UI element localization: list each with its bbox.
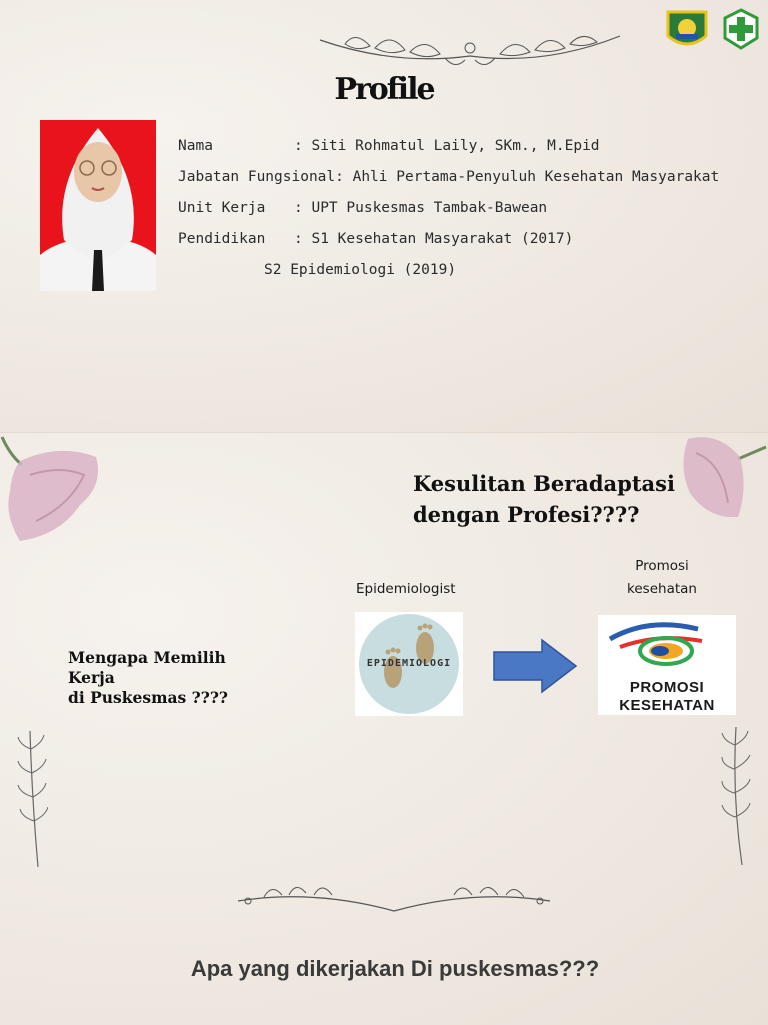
pendidikan-label: Pendidikan [178,231,266,247]
row-nama [178,131,719,162]
question-memilih: Mengapa Memilih Kerja di Puskesmas ???? [68,648,228,707]
jabatan-value: : Ahli Pertama-Penyuluh Kesehatan Masyarakat [335,169,720,185]
flower-right-icon [678,433,768,525]
sprig-right-icon [720,725,754,869]
nama-value: : Siti Rohmatul Laily, SKm., M.Epid [294,138,600,154]
puskesmas-cross-logo [721,8,761,50]
promosi-kesehatan-image [598,615,736,715]
row-jabatan [178,162,719,193]
career-slide [0,432,768,1025]
sprig-left-icon [14,729,48,869]
promosi-logo-icon [598,615,736,675]
arrow-right-icon [492,638,578,694]
floral-ornament-top [315,26,627,72]
pendidikan-continuation: S2 Epidemiologi (2019) [264,262,457,278]
profile-photo [40,120,156,291]
epidemiologist-label: Epidemiologist [356,581,456,597]
promosi-image-line1: PROMOSI [629,679,705,696]
epidemiologi-image-text: EPIDEMIOLOGI [366,658,452,669]
question-kerja: Apa yang dikerjakan Di puskesmas??? [190,956,600,981]
regency-emblem-logo [664,8,710,52]
row-pendidikan [178,224,719,255]
unit-value: : UPT Puskesmas Tambak-Bawean [294,200,548,216]
jabatan-label: Jabatan Fungsional [178,169,336,185]
page-title: Profile [334,72,434,107]
unit-label: Unit Kerja [178,200,266,216]
row-unit-kerja [178,193,719,224]
floral-ornament-bottom [234,879,554,915]
pendidikan-value: : S1 Kesehatan Masyarakat (2017) [294,231,574,247]
nama-label: Nama [178,138,213,154]
promosi-label-line1: Promosi [635,558,689,574]
question-adaptasi: Kesulitan Beradaptasi dengan Profesi???? [413,471,675,527]
profile-slide [0,0,768,432]
promosi-image-line2: KESEHATAN [619,697,715,714]
promosi-label [606,555,718,601]
epidemiologi-image [355,612,463,716]
promosi-label-line2: kesehatan [627,581,697,597]
flower-left-icon [0,435,104,547]
profile-details [178,131,719,286]
